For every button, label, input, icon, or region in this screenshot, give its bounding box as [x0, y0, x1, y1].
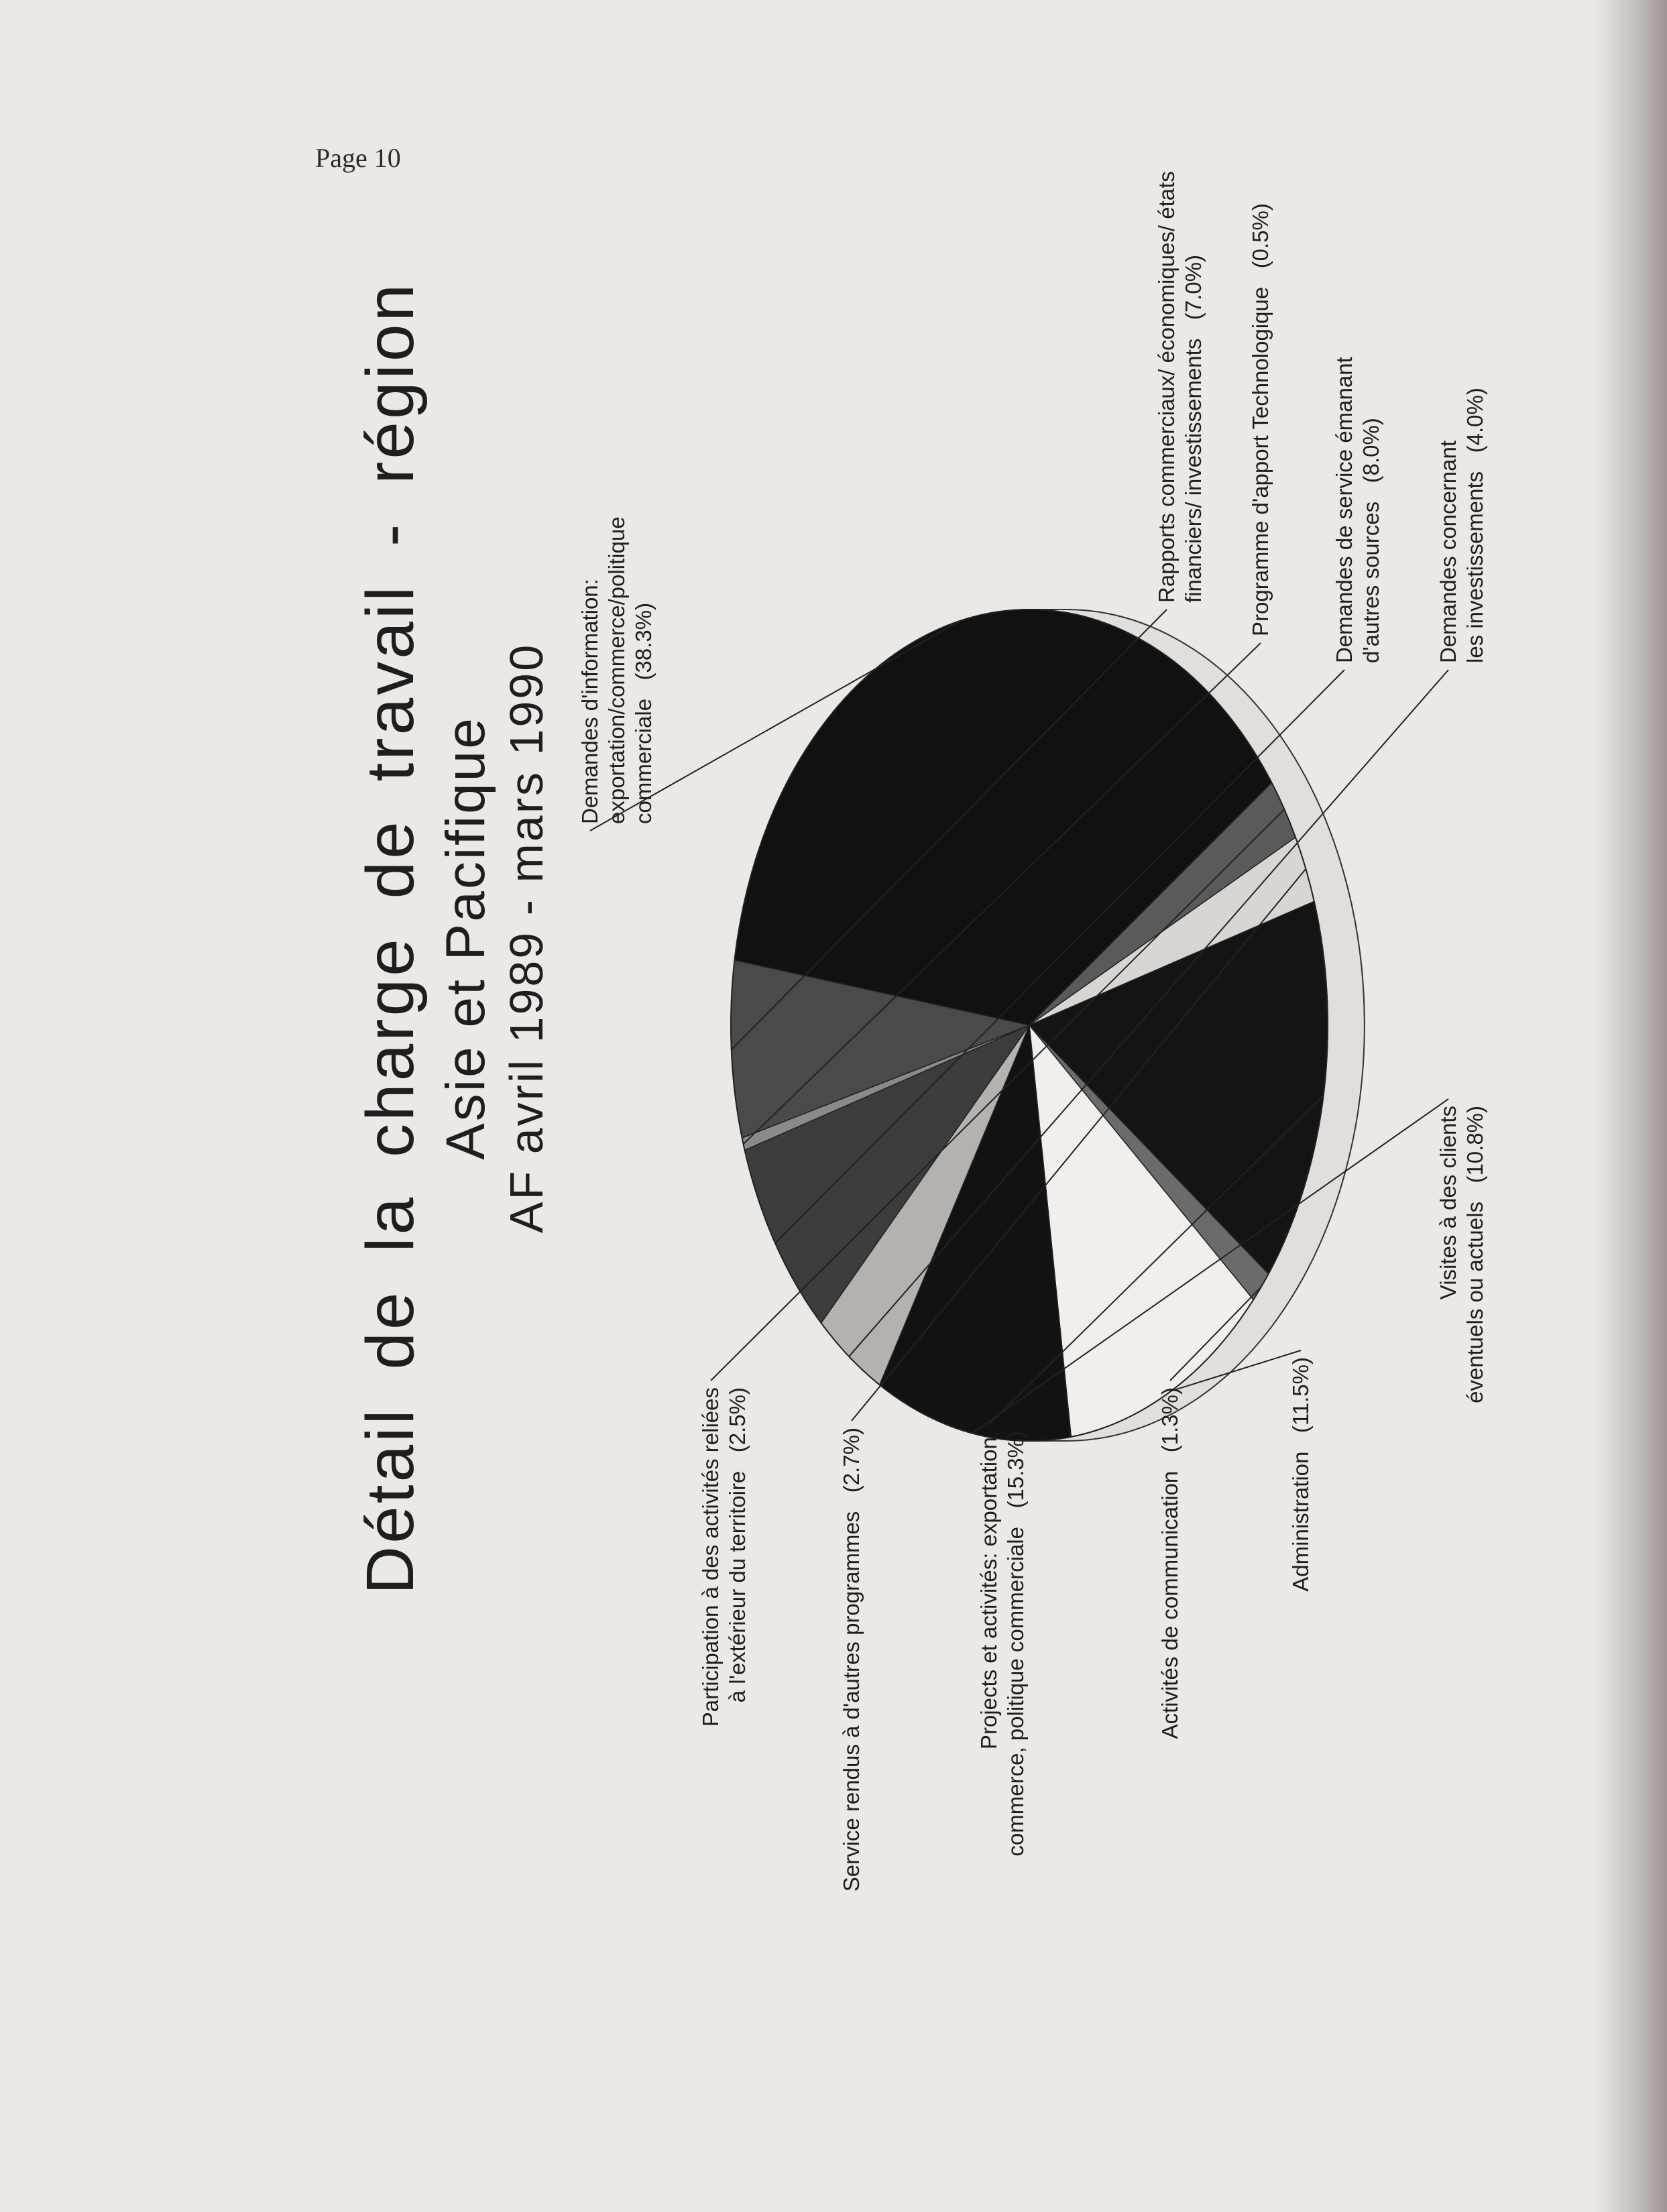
chart-title: Détail de la charge de travail - région [353, 281, 428, 1595]
chart-subtitle: Asie et Pacifique [435, 716, 496, 1160]
page-number: Page 10 [315, 143, 401, 173]
slice-label: Projects et activités: exportation, commerce, politique commerciale (15.3%) [976, 1431, 1028, 1857]
slice-label: Visites à des clients éventuels ou actuels (10.8%) [1436, 1106, 1487, 1403]
slice-label: Activités de communication (1.3%) [1157, 1387, 1182, 1739]
slice-label: Demandes d'information: exportation/commerce/politique commerciale (38.3%) [577, 516, 656, 824]
chart-period: AF avril 1989 - mars 1990 [500, 642, 553, 1234]
slice-label: Demandes de service émanant d'autres sources (8.0%) [1332, 357, 1383, 663]
slice-label: Administration (11.5%) [1288, 1357, 1313, 1592]
slice-label: Service rendus à d'autres programmes (2.7%) [839, 1428, 864, 1892]
slice-label: Participation à des activités reliées à l'extérieur du territoire (2.5%) [698, 1387, 750, 1727]
slice-label: Rapports commerciaux/ économiques/ états financiers/ investissements (7.0%) [1154, 171, 1206, 603]
slice-label: Demandes concernant les investissements (4.0%) [1436, 388, 1487, 663]
slice-label: Programme d'apport Technologique (0.5%) [1248, 203, 1273, 636]
